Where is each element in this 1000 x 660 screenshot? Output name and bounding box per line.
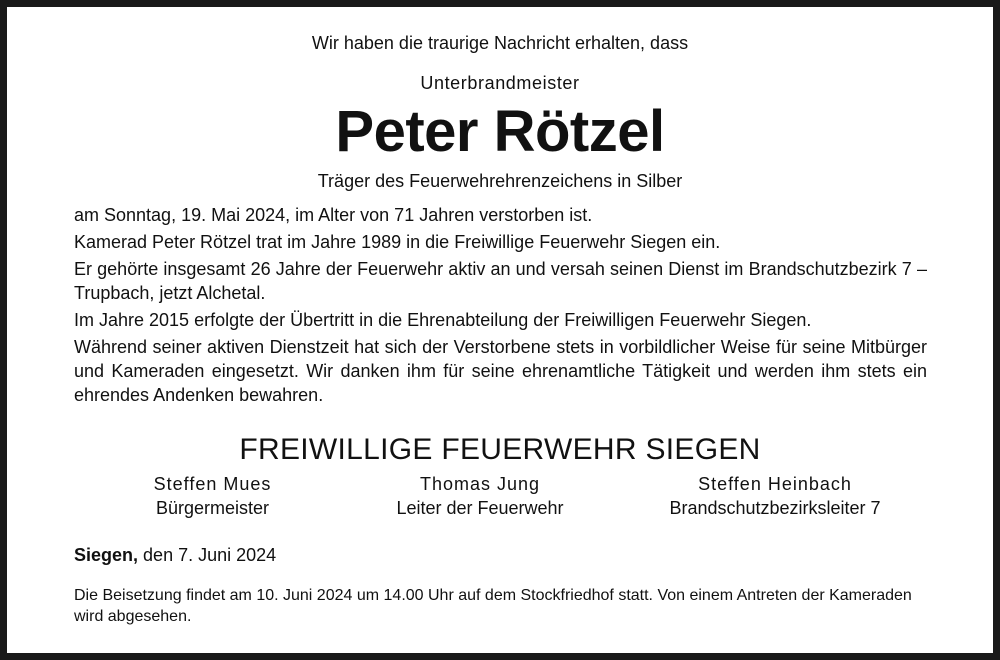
award-line: Träger des Feuerwehrehrenzeichens in Silber xyxy=(317,171,683,191)
signatory-name: Steffen Mues xyxy=(153,474,272,494)
body-paragraph: am Sonntag, 19. Mai 2024, im Alter von 71 Jahren verstorben ist. xyxy=(74,205,593,225)
signatory-name: Thomas Jung xyxy=(419,474,541,494)
signatory-role: Brandschutzbezirksleiter 7 xyxy=(669,498,881,518)
signatory-2 xyxy=(360,472,600,520)
place-date xyxy=(74,545,276,566)
signatory-3 xyxy=(630,472,920,520)
signatory-role: Leiter der Feuerwehr xyxy=(396,498,564,518)
organization-name: FREIWILLIGE FEUERWEHR SIEGEN xyxy=(239,433,761,466)
body-paragraph: Er gehörte insgesamt 26 Jahre der Feuerwehr aktiv an und versah seinen Dienst im Brandschutzbezirk 7 – Trupbach, jetzt Alchetal. xyxy=(74,259,927,303)
date-text: den 7. Juni 2024 xyxy=(143,545,277,565)
body-paragraph: Im Jahre 2015 erfolgte der Übertritt in die Ehrenabteilung der Freiwilligen Feuerwehr Siegen. xyxy=(74,310,812,330)
place-name: Siegen, xyxy=(74,545,139,565)
funeral-notice: Die Beisetzung findet am 10. Juni 2024 um 14.00 Uhr auf dem Stockfriedhof statt. Von einem Antreten der Kameraden wird abgesehen. xyxy=(74,587,912,625)
body-paragraph: Während seiner aktiven Dienstzeit hat sich der Verstorbene stets in vorbildlicher Weise für seine Mitbürger und Kameraden eingesetzt. Wir danken ihm für seine ehrenamtliche Tätigkeit und werden ihm stets ein ehrendes Andenken bewahren. xyxy=(74,337,927,405)
body-paragraph: Kamerad Peter Rötzel trat im Jahre 1989 in die Freiwillige Feuerwehr Siegen ein. xyxy=(74,232,721,252)
rank-title: Unterbrandmeister xyxy=(420,73,580,93)
intro-line: Wir haben die traurige Nachricht erhalten, dass xyxy=(311,33,689,53)
obituary-body xyxy=(74,203,927,410)
deceased-name: Peter Rötzel xyxy=(335,99,665,164)
signatory-role: Bürgermeister xyxy=(155,498,270,518)
signatory-1 xyxy=(120,472,305,520)
signatory-name: Steffen Heinbach xyxy=(698,474,852,494)
